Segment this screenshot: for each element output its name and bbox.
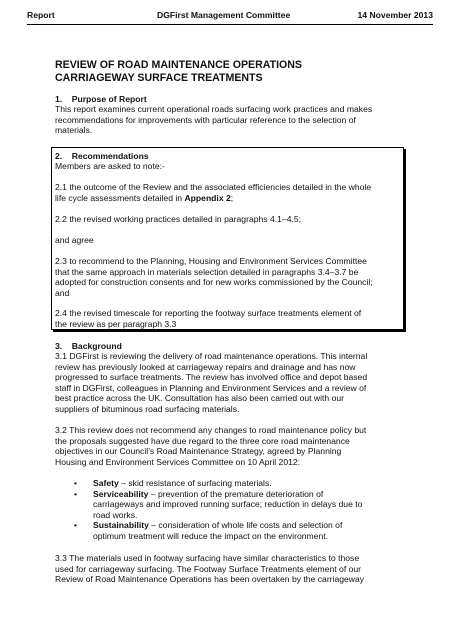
bullet-icon: • bbox=[74, 520, 78, 531]
text-line: progressed to surface treatments. The review has involved office and depot based bbox=[55, 372, 368, 383]
text-line: road works. bbox=[93, 509, 138, 520]
text-line: This report examines current operational roads surfacing work practices and makes bbox=[55, 104, 373, 114]
bullet-icon: • bbox=[74, 478, 78, 488]
text-line: optimum treatment will reduce the impact on the environment. bbox=[93, 530, 329, 541]
text-line: used for carriageway surfacing. The Footway Surface Treatments element of our bbox=[55, 563, 362, 574]
section-1-body bbox=[55, 104, 372, 136]
paragraph-3-1 bbox=[55, 351, 367, 415]
title-line-2: CARRIAGEWAY SURFACE TREATMENTS bbox=[55, 71, 263, 84]
text-line: suppliers of bituminous road surfacing materials. bbox=[55, 403, 240, 414]
text-run: ; bbox=[230, 192, 234, 203]
list-item bbox=[55, 478, 362, 489]
text-line: recommendations for improvements with particular reference to the selection of bbox=[55, 114, 356, 125]
paragraph-3-3 bbox=[55, 553, 364, 585]
header-report-label: Report bbox=[27, 10, 55, 20]
text-line: and bbox=[55, 287, 70, 298]
text-run: – skid resistance of surfacing materials. bbox=[118, 478, 272, 488]
text-run: life cycle assessments detailed in bbox=[55, 192, 185, 203]
title-line-1: REVIEW OF ROAD MAINTENANCE OPERATIONS bbox=[55, 59, 302, 71]
objectives-list bbox=[55, 478, 362, 542]
section-1-heading: 1. Purpose of Report bbox=[55, 94, 147, 104]
text-line: best practice across the UK. Consultation has also been carried out with our bbox=[55, 393, 344, 404]
text-line: 2.1 the outcome of the Review and the associated efficiencies detailed in the whole bbox=[55, 182, 372, 192]
text-line: Review of Road Maintenance Operations has been overtaken by the carriageway bbox=[55, 574, 365, 585]
report-title bbox=[55, 59, 302, 84]
text-line bbox=[93, 489, 362, 500]
page-header bbox=[27, 10, 433, 25]
text-line: the review as per paragraph 3.3 bbox=[55, 318, 177, 329]
text-line: staff in DGFirst, colleagues in Planning and Environment Services and a review of bbox=[55, 382, 367, 393]
text-line bbox=[93, 478, 362, 489]
objective-name: Sustainability bbox=[93, 520, 149, 531]
and-agree-text: and agree bbox=[55, 235, 94, 245]
recommendation-2-4 bbox=[55, 308, 361, 329]
text-line: review has previously looked at carriageway repairs and drainage and has now bbox=[55, 361, 356, 372]
text-line: carriageways and improved running surface; reduction in delays due to bbox=[93, 499, 363, 510]
header-date: 14 November 2013 bbox=[357, 10, 433, 20]
text-line: 2.3 to recommend to the Planning, Housing and Environment Services Committee bbox=[55, 256, 367, 266]
text-run: – prevention of the premature deterioration of bbox=[148, 488, 324, 499]
section-3-heading: 3. Background bbox=[55, 341, 122, 351]
recommendation-2-2: 2.2 the revised working practices detailed in paragraphs 4.1–4.5; bbox=[55, 214, 302, 224]
text-run: – consideration of whole life costs and selection of bbox=[148, 520, 343, 531]
text-line: the proposals suggested have due regard to the three core road maintenance bbox=[55, 435, 350, 446]
recommendation-2-3 bbox=[55, 256, 373, 298]
appendix-reference: Appendix 2 bbox=[184, 192, 231, 203]
text-line: 2.4 the revised timescale for reporting the footway surface treatments element of bbox=[55, 308, 362, 318]
text-line bbox=[55, 193, 371, 204]
paragraph-3-2 bbox=[55, 425, 366, 467]
header-committee-name: DGFirst Management Committee bbox=[157, 10, 291, 20]
text-line bbox=[93, 520, 362, 531]
text-line: adopted for construction consents and for new works commissioned by the Council; bbox=[55, 277, 373, 288]
text-line: 3.1 DGFirst is reviewing the delivery of road maintenance operations. This internal bbox=[55, 351, 368, 361]
text-line: that the same approach in materials selection detailed in paragraphs 3.4–3.7 be bbox=[55, 266, 359, 277]
recommendations-box bbox=[51, 147, 404, 330]
text-line: Housing and Environment Services Committee on 10 April 2012: bbox=[55, 456, 301, 467]
section-2-heading: 2. Recommendations bbox=[55, 151, 149, 161]
text-line: 3.3 The materials used in footway surfacing have similar characteristics to those bbox=[55, 553, 360, 563]
list-item bbox=[55, 520, 362, 541]
objective-name: Serviceability bbox=[93, 488, 149, 499]
list-item bbox=[55, 489, 362, 521]
text-line: 3.2 This review does not recommend any changes to road maintenance policy but bbox=[55, 425, 367, 435]
text-line: objectives in our Council’s Road Maintenance Strategy, agreed by Planning bbox=[55, 446, 342, 457]
recommendation-2-1 bbox=[55, 182, 371, 203]
recommendations-intro: Members are asked to note:- bbox=[55, 161, 165, 171]
text-line: materials. bbox=[55, 125, 93, 136]
bullet-icon: • bbox=[74, 488, 78, 499]
objective-name: Safety bbox=[93, 478, 119, 488]
